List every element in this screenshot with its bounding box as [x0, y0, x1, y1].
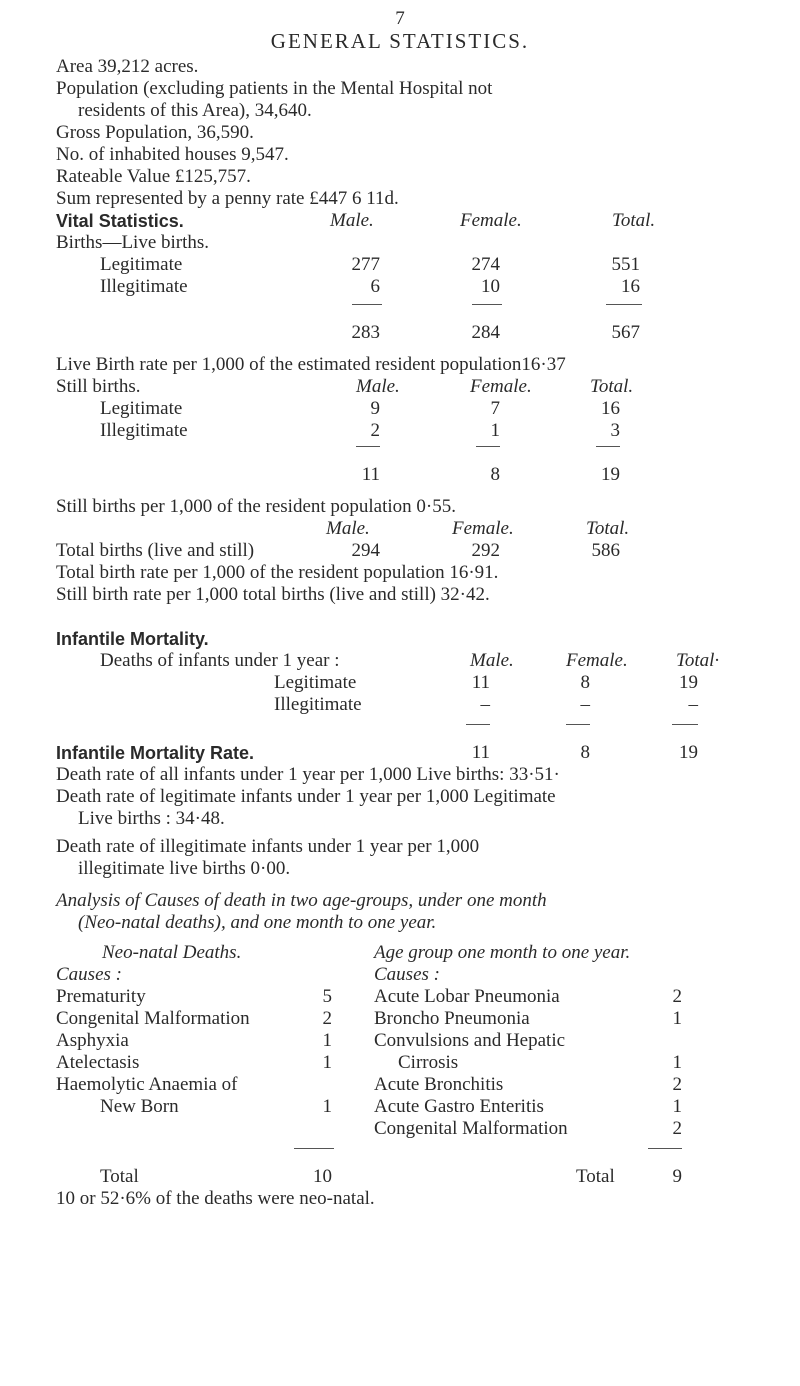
vital-statistics-heading: Vital Statistics.	[56, 211, 184, 231]
area-line: Area 39,212 acres.	[56, 56, 199, 77]
population-line-1: Population (excluding patients in the Mental Hospital not	[56, 78, 493, 99]
population-line-2: residents of this Area), 34,640.	[78, 100, 312, 121]
list-item: Cirrosis	[398, 1052, 459, 1073]
infant-rate-legit-2: Live births : 34·48.	[78, 808, 225, 829]
sum-rule	[606, 304, 642, 305]
list-item: Broncho Pneumonia	[374, 1008, 530, 1029]
inhabited-houses-line: No. of inhabited houses 9,547.	[56, 144, 289, 165]
sum-rule	[672, 724, 698, 725]
table-cell-male: 9	[370, 398, 380, 419]
total-col-total: Total.	[586, 518, 630, 539]
sum-rule	[294, 1148, 334, 1149]
neo-natal-title: Neo-natal Deaths.	[102, 942, 242, 963]
sum-total: 567	[611, 322, 640, 343]
vital-col-male: Male.	[330, 210, 374, 231]
sum-rule	[476, 446, 500, 447]
list-item-count: 5	[322, 986, 332, 1007]
still-col-total: Total.	[590, 376, 634, 397]
age-group-title: Age group one month to one year.	[374, 942, 631, 963]
table-cell-female: 274	[471, 254, 500, 275]
total-col-female: Female.	[452, 518, 514, 539]
total-col-male: Male.	[326, 518, 370, 539]
infant-rate-illegit-1: Death rate of illegitimate infants under 1 year per 1,000	[56, 836, 480, 857]
age-group-causes-label: Causes :	[374, 964, 440, 985]
list-item: Prematurity	[56, 986, 146, 1007]
list-item: Haemolytic Anaemia of	[56, 1074, 238, 1095]
sum-rule	[648, 1148, 682, 1149]
sum-female: 284	[471, 322, 500, 343]
vital-col-female: Female.	[460, 210, 522, 231]
infantile-rate-heading: Infantile Mortality Rate.	[56, 743, 255, 763]
list-item: Congenital Malformation	[374, 1118, 568, 1139]
table-cell-male: 11	[471, 672, 490, 693]
total-births-male: 294	[351, 540, 380, 561]
analysis-heading-2: (Neo-natal deaths), and one month to one year.	[78, 912, 437, 933]
list-item: Acute Lobar Pneumonia	[374, 986, 560, 1007]
list-item-count: 1	[322, 1030, 332, 1051]
table-cell-total: 3	[610, 420, 620, 441]
sum-rule	[566, 724, 590, 725]
infant-col-total: Total·	[676, 650, 720, 671]
age-group-total-label: Total	[576, 1166, 615, 1187]
sum-rule	[472, 304, 502, 305]
infant-col-female: Female.	[566, 650, 628, 671]
infantile-mortality-heading: Infantile Mortality.	[56, 629, 209, 649]
table-row-label: Legitimate	[100, 398, 183, 419]
neo-natal-causes-label: Causes :	[56, 964, 122, 985]
list-item: New Born	[100, 1096, 179, 1117]
total-births-label: Total births (live and still)	[56, 540, 255, 561]
infant-rate-illegit-2: illegitimate live births 0·00.	[78, 858, 291, 879]
neo-natal-total: 10	[313, 1166, 332, 1187]
sum-rule	[466, 724, 490, 725]
neo-natal-footnote: 10 or 52·6% of the deaths were neo-natal.	[56, 1188, 375, 1209]
table-cell-total: 16	[601, 398, 620, 419]
list-item-count: 1	[322, 1096, 332, 1117]
total-birth-rate: Total birth rate per 1,000 of the resident population 16·91.	[56, 562, 499, 583]
list-item-count: 1	[672, 1052, 682, 1073]
table-cell-male: 2	[370, 420, 380, 441]
vital-col-total: Total.	[612, 210, 656, 231]
total-births-total: 586	[591, 540, 620, 561]
table-row-label: Illegitimate	[100, 276, 188, 297]
sum-male: 283	[351, 322, 380, 343]
penny-rate-line: Sum represented by a penny rate £447 6 11d.	[56, 188, 399, 209]
still-col-male: Male.	[356, 376, 400, 397]
table-row-label: Legitimate	[274, 672, 357, 693]
list-item: Atelectasis	[56, 1052, 140, 1073]
list-item-count: 2	[672, 986, 682, 1007]
sum-total: 19	[679, 742, 698, 763]
still-birth-rate: Still births per 1,000 of the resident population 0·55.	[56, 496, 457, 517]
table-cell-male: –	[480, 694, 490, 715]
sum-total: 19	[601, 464, 620, 485]
table-cell-total: 16	[621, 276, 640, 297]
page-number: 7	[395, 8, 405, 29]
list-item-count: 1	[322, 1052, 332, 1073]
sum-male: 11	[471, 742, 490, 763]
list-item-count: 1	[672, 1096, 682, 1117]
still-col-female: Female.	[470, 376, 532, 397]
page-title: GENERAL STATISTICS.	[270, 29, 530, 53]
sum-female: 8	[490, 464, 500, 485]
table-cell-male: 277	[351, 254, 380, 275]
list-item: Convulsions and Hepatic	[374, 1030, 566, 1051]
infant-rate-legit-1: Death rate of legitimate infants under 1 year per 1,000 Legitimate	[56, 786, 556, 807]
analysis-heading-1: Analysis of Causes of death in two age-groups, under one month	[56, 890, 547, 911]
sum-rule	[352, 304, 382, 305]
list-item-count: 2	[322, 1008, 332, 1029]
table-cell-total: –	[688, 694, 698, 715]
table-row-label: Illegitimate	[274, 694, 362, 715]
table-row-label: Illegitimate	[100, 420, 188, 441]
still-birth-rate-total: Still birth rate per 1,000 total births (live and still) 32·42.	[56, 584, 490, 605]
table-cell-total: 551	[611, 254, 640, 275]
list-item: Congenital Malformation	[56, 1008, 250, 1029]
table-row-label: Legitimate	[100, 254, 183, 275]
live-births-label: Births—Live births.	[56, 232, 210, 253]
list-item: Asphyxia	[56, 1030, 129, 1051]
sum-rule	[356, 446, 380, 447]
table-cell-female: 10	[481, 276, 500, 297]
table-cell-female: 7	[490, 398, 500, 419]
table-cell-male: 6	[370, 276, 380, 297]
table-cell-female: 1	[490, 420, 500, 441]
infant-rate-all: Death rate of all infants under 1 year per 1,000 Live births: 33·51·	[56, 764, 560, 785]
table-cell-female: –	[580, 694, 590, 715]
table-cell-total: 19	[679, 672, 698, 693]
list-item-count: 1	[672, 1008, 682, 1029]
age-group-total: 9	[672, 1166, 682, 1187]
list-item-count: 2	[672, 1118, 682, 1139]
still-births-label: Still births.	[56, 376, 141, 397]
infant-col-male: Male.	[470, 650, 514, 671]
list-item-count: 2	[672, 1074, 682, 1095]
list-item: Acute Gastro Enteritis	[374, 1096, 544, 1117]
sum-male: 11	[361, 464, 380, 485]
list-item: Acute Bronchitis	[374, 1074, 504, 1095]
sum-rule	[596, 446, 620, 447]
neo-natal-total-label: Total	[100, 1166, 139, 1187]
sum-female: 8	[580, 742, 590, 763]
live-birth-rate: Live Birth rate per 1,000 of the estimated resident population16·37	[56, 354, 566, 375]
gross-population-line: Gross Population, 36,590.	[56, 122, 254, 143]
table-cell-female: 8	[580, 672, 590, 693]
infant-deaths-label: Deaths of infants under 1 year :	[100, 650, 340, 671]
total-births-female: 292	[471, 540, 500, 561]
rateable-value-line: Rateable Value £125,757.	[56, 166, 251, 187]
